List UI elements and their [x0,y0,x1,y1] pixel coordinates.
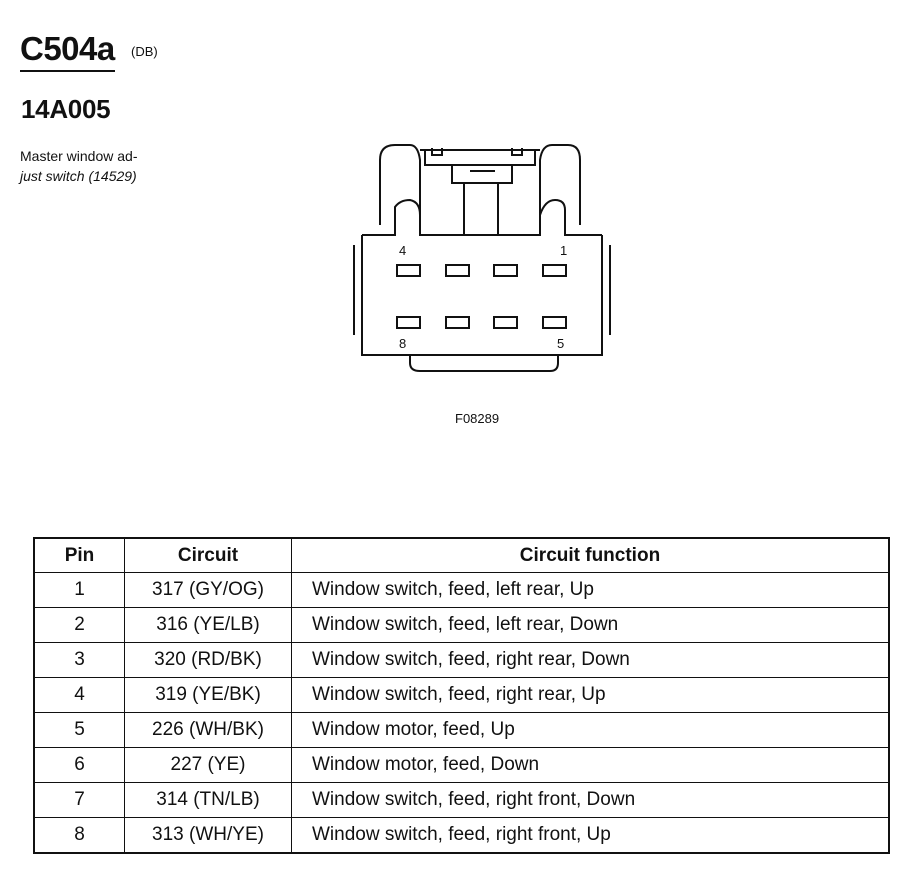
function-cell: Window switch, feed, left rear, Down [292,608,890,643]
function-cell: Window switch, feed, right front, Down [292,783,890,818]
table-row [34,643,889,678]
header-circuit: Circuit [125,538,292,573]
figure-id: F08289 [455,411,500,426]
pin-cell: 5 [34,713,125,748]
connector-id: C504a [20,30,115,72]
header-circuit-function: Circuit function [292,538,890,573]
pin-cell: 4 [34,678,125,713]
circuit-cell: 227 (YE) [125,748,292,783]
function-cell: Window motor, feed, Down [292,748,890,783]
circuit-cell: 314 (TN/LB) [125,783,292,818]
circuit-cell: 317 (GY/OG) [125,573,292,608]
pin-cavity-8 [397,317,420,328]
circuit-cell: 320 (RD/BK) [125,643,292,678]
pin-cavity-6 [494,317,517,328]
pin-cell: 6 [34,748,125,783]
connector-suffix: (DB) [131,44,158,59]
part-number: 14A005 [21,94,111,124]
function-cell: Window switch, feed, right front, Up [292,818,890,854]
pin-cavity-5 [543,317,566,328]
table-row [34,783,889,818]
pin-cell: 1 [34,573,125,608]
circuit-cell: 313 (WH/YE) [125,818,292,854]
table-row [34,678,889,713]
description-line-1: Master window ad- [20,148,138,164]
table-header-row [34,538,889,573]
pin-cavity-2 [494,265,517,276]
pin-label-bottom-left: 8 [399,336,407,351]
connector-housing-outline [354,145,610,371]
pin-cell: 8 [34,818,125,854]
pin-cavities [397,265,566,328]
circuit-table [33,537,890,854]
pin-cell: 7 [34,783,125,818]
description-line-2: just switch (14529) [20,168,137,184]
pin-label-top-right: 1 [560,243,568,258]
table-row [34,748,889,783]
pin-label-bottom-right: 5 [557,336,565,351]
table-row [34,608,889,643]
pin-cavity-3 [446,265,469,276]
table-row [34,713,889,748]
function-cell: Window motor, feed, Up [292,713,890,748]
pin-label-top-left: 4 [399,243,407,258]
function-cell: Window switch, feed, right rear, Down [292,643,890,678]
pin-cavity-7 [446,317,469,328]
function-cell: Window switch, feed, left rear, Up [292,573,890,608]
pin-cavity-4 [397,265,420,276]
circuit-cell: 226 (WH/BK) [125,713,292,748]
header-pin: Pin [34,538,125,573]
pin-cell: 2 [34,608,125,643]
table-row [34,818,889,854]
connector-diagram [340,135,630,385]
pin-cavity-1 [543,265,566,276]
table-row [34,573,889,608]
circuit-cell: 316 (YE/LB) [125,608,292,643]
pin-cell: 3 [34,643,125,678]
circuit-cell: 319 (YE/BK) [125,678,292,713]
component-description [20,146,190,186]
function-cell: Window switch, feed, right rear, Up [292,678,890,713]
